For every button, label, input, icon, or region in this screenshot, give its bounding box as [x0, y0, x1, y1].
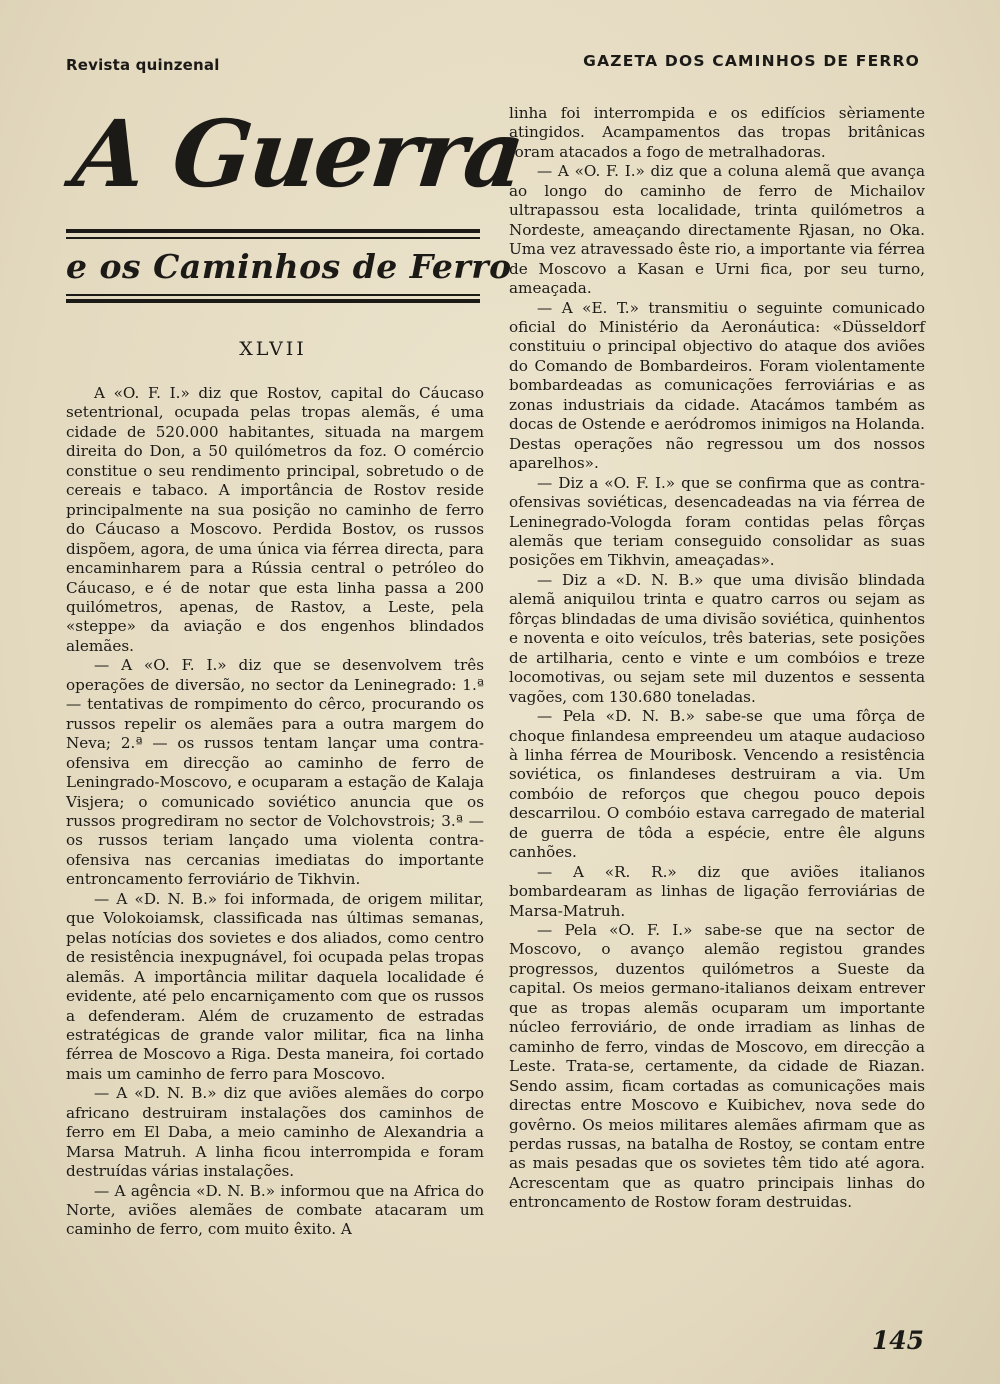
paragraph-continuation: linha foi interrompida e os edifícios sèriamente atingidos. Acampamentos das tropas britânicas foram atacados a fogo de metralhadoras.: [509, 104, 925, 161]
paragraph: — A agência «D. N. B.» informou que na Africa do Norte, aviões alemães de combate atacaram um caminho de ferro, com muito êxito. A: [66, 1181, 484, 1239]
paragraph: A «O. F. I.» diz que Rostov, capital do Cáucaso setentrional, ocupada pelas tropas alemãs, é uma cidade de 520.000 habitantes, situada na margem direita do Don, a 50 quilómetros da foz. O comércio constitue o seu rendimento principal, sobretudo o de cereais e tabaco. A importância de Rostov reside principalmente na sua posição no caminho de ferro do Cáucaso a Moscovo. Perdida Bostov, os russos dispõem, agora, de uma única via férrea directa, para encaminharem para a Rússia central o petróleo do Cáucaso, e é de notar que esta linha passa a 200 quilómetros, apenas, de Rastov, a Leste, pela «steppe» da aviação e dos engenhos blindados alemães.: [66, 384, 484, 655]
paragraph: — Pela «D. N. B.» sabe-se que uma fôrça de choque finlandesa empreendeu um ataque audacioso à linha férrea de Mouribosk. Vencendo a resistência soviética, os finlandeses destruiram a via. Um combóio de reforços que chegou pouco depois descarrilou. O combóio estava carregado de material de guerra de tôda a espécie, entre êle alguns canhões.: [509, 707, 925, 862]
title-rule: [66, 237, 480, 239]
paragraph: — A «O. F. I.» diz que se desenvolvem três operações de diversão, no sector da Leninegrado: 1.ª — tentativas de rompimento do cêrco, procurando os russos repelir os alemães para a outra margem do Neva; 2.ª — os russos tentam lançar uma contra-ofensiva em direcção ao caminho de ferro de Leningrado-Moscovo, e ocuparam a estação de Kalaja Visjera; o comunicado soviético anuncia que os russos progrediram no sector de Volchovstrois; 3.ª — os russos teriam lançado uma violenta contra-ofensiva nas cercanias imediatas do importante entroncamento ferroviário de Tikhvin.: [66, 656, 484, 889]
article-title: A Guerra: [68, 100, 528, 208]
left-column: [66, 384, 484, 1240]
header-left: Revista quinzenal: [66, 56, 220, 74]
right-column: [509, 104, 925, 1213]
title-rule: [66, 294, 480, 296]
paragraph: — Diz a «O. F. I.» que se confirma que as contra-ofensivas soviéticas, desencadeadas na via férrea de Leninegrado-Vologda foram contidas pelas fôrças alemãs que teriam conseguido consolidar as suas posições em Tikhvin, ameaçadas».: [509, 473, 925, 570]
paragraph: — A «D. N. B.» foi informada, de origem militar, que Volokoiamsk, classificada nas últimas semanas, pelas notícias dos sovietes e dos aliados, como centro de resistência inexpugnável, foi ocupada pelas tropas alemãs. A importância militar daquela localidade é evidente, até pelo encarniçamento com que os russos a defenderam. Além de cruzamento de estradas estratégicas de grande valor militar, fica na linha férrea de Moscovo a Riga. Desta maneira, foi cortado mais um caminho de ferro para Moscovo.: [66, 889, 484, 1083]
title-rule: [66, 229, 480, 233]
page-number: 145: [871, 1326, 924, 1355]
section-numeral: XLVII: [239, 338, 307, 360]
paragraph: — Diz a «D. N. B.» que uma divisão blindada alemã aniquilou trinta e quatro carros ou sejam as fôrças blindadas de uma divisão soviética, quinhentos e noventa e oito veículos, três baterias, sete posições de artilharia, cento e vinte e um combóios e treze locomotivas, ou sejam sete mil duzentos e sessenta vagões, com 130.680 toneladas.: [509, 570, 925, 706]
header-right: GAZETA DOS CAMINHOS DE FERRO: [583, 52, 920, 70]
paragraph: — A «R. R.» diz que aviões italianos bombardearam as linhas de ligação ferroviárias de Marsa-Matruh.: [509, 862, 925, 920]
title-rule: [66, 299, 480, 303]
paragraph: — A «O. F. I.» diz que a coluna alemã que avança ao longo do caminho de ferro de Michailov ultrapassou esta localidade, trinta quilómetros a Nordeste, ameaçando directamente Rjasan, no Oka. Uma vez atravessado êste rio, a importante via férrea de Moscovo a Kasan e Urni fica, por seu turno, ameaçada.: [509, 162, 925, 298]
paragraph: — A «E. T.» transmitiu o seguinte comunicado oficial do Ministério da Aeronáutica: «Düsseldorf constituiu o principal objectivo do ataque dos aviões do Comando de Bombardeiros. Foram violentamente bombardeadas as comunicações ferroviárias e as zonas industriais da cidade. Atacámos também as docas de Ostende e aeródromos inimigos na Holanda. Destas operações não regressou um dos nossos aparelhos».: [509, 298, 925, 473]
article-subtitle: e os Caminhos de Ferro: [66, 247, 512, 286]
paragraph: — A «D. N. B.» diz que aviões alemães do corpo africano destruiram instalações dos caminhos de ferro em El Daba, a meio caminho de Alexandria a Marsa Matruh. A linha ficou interrompida e foram destruídas várias instalações.: [66, 1084, 484, 1181]
paragraph: — Pela «O. F. I.» sabe-se que na sector de Moscovo, o avanço alemão registou grandes progressos, duzentos quilómetros a Sueste da capital. Os meios germano-italianos deixam entrever que as tropas alemãs ocuparam um importante núcleo ferroviário, de onde irradiam as linhas de caminho de ferro, vindas de Moscovo, em direcção a Leste. Trata-se, certamente, da cidade de Riazan. Sendo assim, ficam cortadas as comunicações mais directas entre Moscovo e Kuibichev, nova sede do govêrno. Os meios militares alemães afirmam que as perdas russas, na batalha de Rostoy, se contam entre as mais pesadas que os sovietes têm tido até agora. Acrescentam que as quatro principais linhas do entroncamento de Rostow foram destruidas.: [509, 921, 925, 1212]
